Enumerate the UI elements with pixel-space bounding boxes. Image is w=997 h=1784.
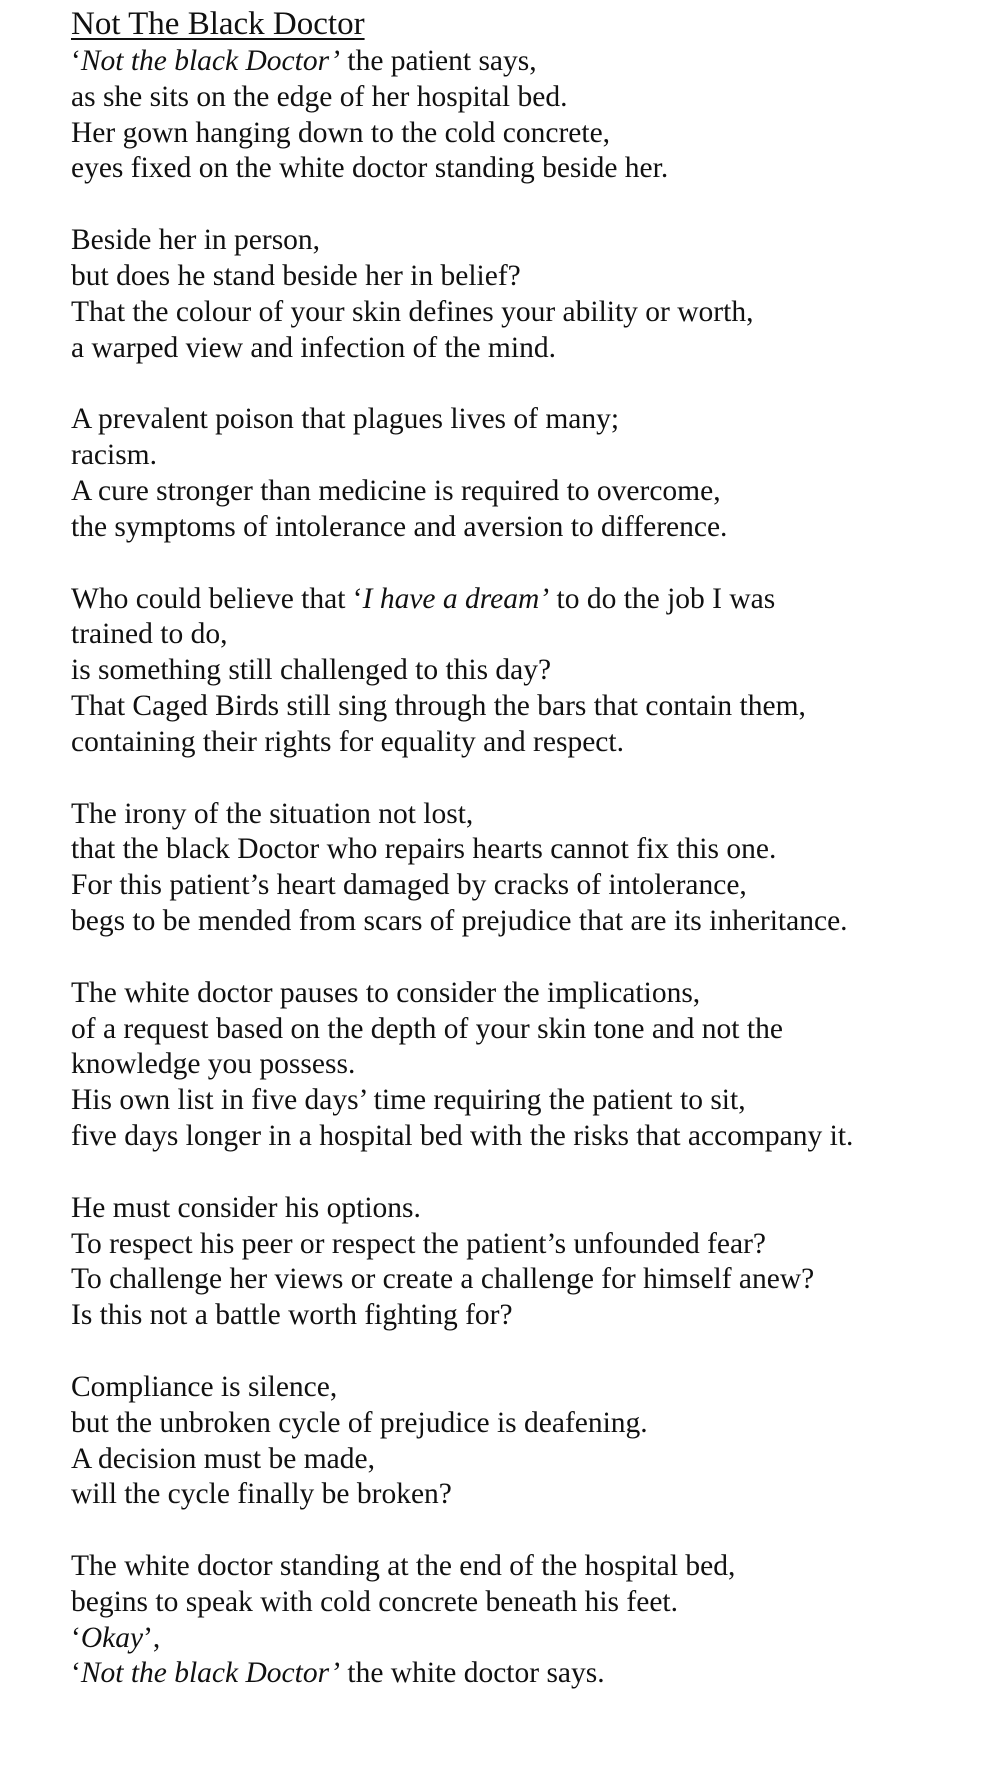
poem-line <box>71 1083 981 1119</box>
line-text: To challenge her views or create a challenge for himself anew? <box>71 1263 815 1296</box>
line-text: will the cycle finally be broken? <box>71 1478 452 1511</box>
line-text: A cure stronger than medicine is required to overcome, <box>71 474 721 507</box>
stanza-6 <box>71 976 981 1155</box>
poem-line <box>71 116 981 152</box>
line-text: That the colour of your skin defines your ability or worth, <box>71 295 754 328</box>
poem-line <box>71 1119 981 1155</box>
line-text: begs to be mended from scars of prejudice that are its inheritance. <box>71 904 848 937</box>
poem-line <box>71 976 981 1012</box>
italic-text: Okay <box>80 1621 144 1654</box>
line-text: Is this not a battle worth fighting for? <box>71 1299 513 1332</box>
line-text: but the unbroken cycle of prejudice is deafening. <box>71 1406 648 1439</box>
line-text: ‘ <box>71 1657 81 1690</box>
line-text: containing their rights for equality and respect. <box>71 725 624 758</box>
poem-line <box>71 1621 981 1657</box>
poem-line <box>71 582 981 618</box>
line-text: A prevalent poison that plagues lives of many; <box>71 403 620 436</box>
line-text: to do the job I was <box>549 582 776 615</box>
poem-line <box>71 474 981 510</box>
stanza-3 <box>71 402 981 545</box>
poem-line <box>71 402 981 438</box>
line-text: ‘ <box>71 45 81 77</box>
stanza-4 <box>71 582 981 761</box>
poem-title: Not The Black Doctor <box>71 6 365 42</box>
line-text: The irony of the situation not lost, <box>71 797 474 830</box>
stanza-5 <box>71 797 981 940</box>
poem-line <box>71 1656 981 1692</box>
line-text: For this patient’s heart damaged by cracks of intolerance, <box>71 869 747 902</box>
poem-page <box>71 0 981 1692</box>
poem-line <box>71 1262 981 1298</box>
stanza-2 <box>71 223 981 366</box>
line-text: The white doctor standing at the end of the hospital bed, <box>71 1550 736 1583</box>
poem-line <box>71 1012 981 1048</box>
poem-line <box>71 1406 981 1442</box>
poem-line <box>71 868 981 904</box>
stanza-1 <box>71 44 981 187</box>
line-text: ‘ <box>71 1621 81 1654</box>
poem-line <box>71 151 981 187</box>
stanza-8 <box>71 1370 981 1513</box>
poem-line <box>71 1227 981 1263</box>
line-text: that the black Doctor who repairs hearts cannot fix this one. <box>71 833 777 866</box>
poem-line <box>71 1549 981 1585</box>
line-text: That Caged Birds still sing through the bars that contain them, <box>71 689 806 722</box>
poem-line <box>71 689 981 725</box>
poem-line <box>71 80 981 116</box>
poem-line <box>71 1047 981 1083</box>
poem-line <box>71 1370 981 1406</box>
poem-line <box>71 1191 981 1227</box>
poem-line <box>71 617 981 653</box>
line-text: Who could believe that ‘ <box>71 582 363 615</box>
poem-line <box>71 331 981 367</box>
stanza-7 <box>71 1191 981 1334</box>
poem-line <box>71 510 981 546</box>
line-text: eyes fixed on the white doctor standing beside her. <box>71 152 669 185</box>
poem-line <box>71 797 981 833</box>
stanza-9 <box>71 1549 981 1692</box>
poem-line <box>71 259 981 295</box>
line-text: of a request based on the depth of your skin tone and not the <box>71 1012 783 1045</box>
line-text: but does he stand beside her in belief? <box>71 259 521 292</box>
line-text: the white doctor says. <box>340 1657 605 1690</box>
poem-line <box>71 832 981 868</box>
poem-body <box>71 44 981 1692</box>
line-text: Her gown hanging down to the cold concrete, <box>71 116 611 149</box>
poem-line <box>71 1477 981 1513</box>
line-text: The white doctor pauses to consider the implications, <box>71 976 701 1009</box>
poem-line <box>71 653 981 689</box>
poem-line <box>71 1442 981 1478</box>
line-text: Compliance is silence, <box>71 1370 338 1403</box>
italic-text: I have a dream’ <box>362 582 550 615</box>
poem-line <box>71 223 981 259</box>
line-text: the symptoms of intolerance and aversion to difference. <box>71 510 728 543</box>
line-text: A decision must be made, <box>71 1442 375 1475</box>
poem-line <box>71 44 981 80</box>
line-text: His own list in five days’ time requiring the patient to sit, <box>71 1084 746 1117</box>
poem-line <box>71 1298 981 1334</box>
line-text: ’, <box>143 1621 161 1654</box>
italic-text: Not the black Doctor’ <box>80 1657 340 1690</box>
poem-line <box>71 725 981 761</box>
line-text: the patient says, <box>340 45 537 77</box>
line-text: He must consider his options. <box>71 1191 421 1224</box>
line-text: is something still challenged to this day? <box>71 654 552 687</box>
line-text: knowledge you possess. <box>71 1048 356 1081</box>
poem-line <box>71 904 981 940</box>
line-text: begins to speak with cold concrete beneath his feet. <box>71 1585 678 1618</box>
line-text: To respect his peer or respect the patient’s unfounded fear? <box>71 1227 766 1260</box>
poem-line <box>71 1585 981 1621</box>
line-text: trained to do, <box>71 618 228 651</box>
line-text: Beside her in person, <box>71 224 321 257</box>
line-text: as she sits on the edge of her hospital bed. <box>71 80 568 113</box>
line-text: racism. <box>71 439 158 472</box>
poem-line <box>71 438 981 474</box>
poem-line <box>71 295 981 331</box>
italic-text: Not the black Doctor’ <box>80 45 340 77</box>
line-text: five days longer in a hospital bed with the risks that accompany it. <box>71 1119 854 1152</box>
line-text: a warped view and infection of the mind. <box>71 331 556 364</box>
